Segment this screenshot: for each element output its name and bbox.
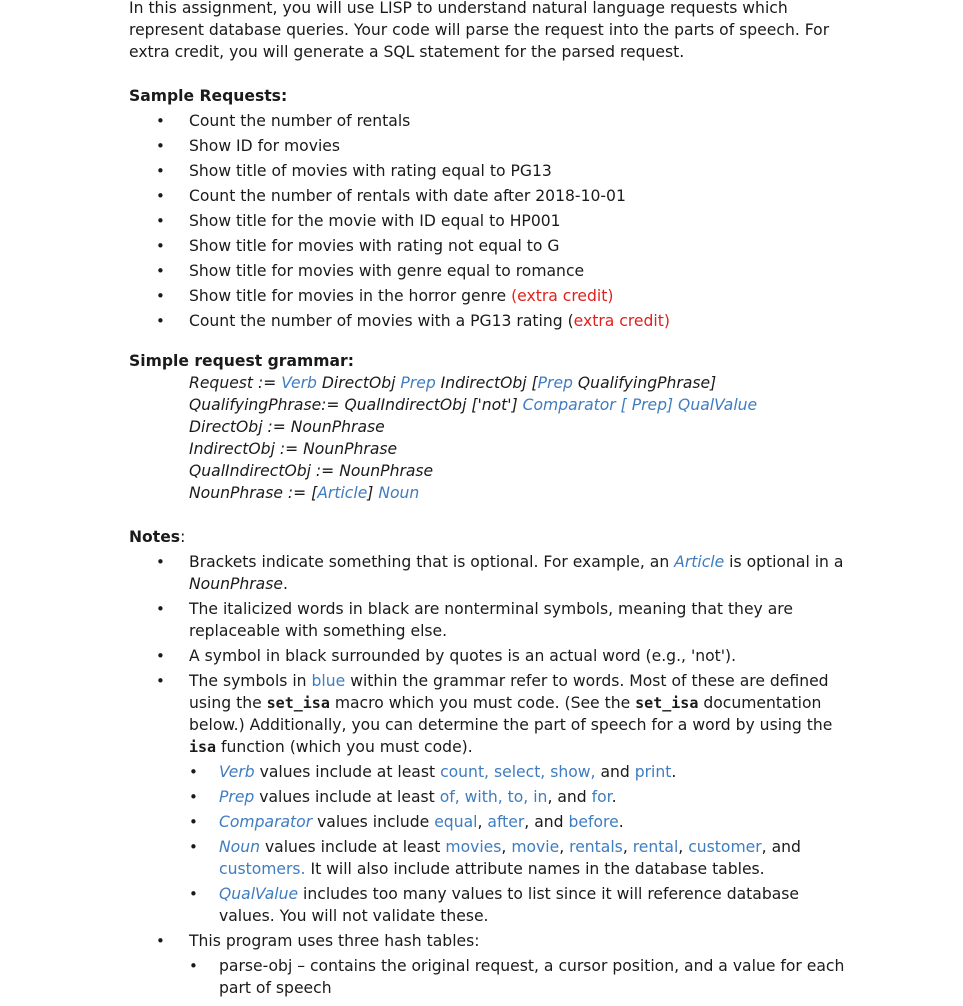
list-item: • QualValue includes too many values to list since it will reference database values. You will not validate these. — [189, 885, 800, 925]
grammar-block — [129, 372, 859, 504]
bullet-icon: • — [156, 112, 165, 130]
hash-table-list — [189, 955, 859, 999]
notes-heading: Notes: — [129, 528, 186, 546]
bullet-icon: • — [156, 137, 165, 155]
grammar-rule-direct-obj: DirectObj := NounPhrase — [189, 418, 385, 436]
list-item: • Count the number of rentals — [156, 112, 411, 130]
list-item: • Comparator values include equal, after, and before. — [189, 813, 624, 831]
bullet-icon: • — [156, 932, 165, 950]
bullet-icon: • — [189, 957, 198, 975]
bullet-icon: • — [189, 885, 198, 903]
bullet-icon: • — [189, 763, 198, 781]
list-item: • parse-obj – contains the original request, a cursor position, and a value for each part of speech — [189, 957, 845, 997]
bullet-icon: • — [189, 838, 198, 856]
bullet-icon: • — [156, 600, 165, 618]
code-set-isa: set_isa — [266, 694, 330, 712]
list-item: • Brackets indicate something that is optional. For example, an Article is optional in a NounPhrase. — [156, 553, 844, 593]
grammar-rule-noun-phrase: NounPhrase := [Article] Noun — [189, 484, 420, 502]
bullet-icon: • — [156, 672, 165, 690]
bullet-icon: • — [156, 553, 165, 571]
grammar-heading: Simple request grammar: — [129, 352, 354, 370]
list-item: • Count the number of rentals with date after 2018-10-01 — [156, 187, 626, 205]
bullet-icon: • — [156, 312, 165, 330]
list-item: • Count the number of movies with a PG13 rating (extra credit) — [156, 312, 670, 330]
extra-credit-label: (extra credit) — [511, 287, 614, 305]
list-item: • Show title for movies with genre equal to romance — [156, 262, 585, 280]
list-item: • This program uses three hash tables: • parse-obj – contains the original request, a cursor position, and a value for each part of speech — [129, 930, 859, 999]
grammar-rule-qual-indirect-obj: QualIndirectObj := NounPhrase — [189, 462, 434, 480]
bullet-icon: • — [156, 237, 165, 255]
notes-list — [129, 551, 859, 999]
bullet-icon: • — [156, 647, 165, 665]
code-set-isa: set_isa — [635, 694, 699, 712]
grammar-rule-indirect-obj: IndirectObj := NounPhrase — [189, 440, 398, 458]
list-item: • Show ID for movies — [156, 137, 341, 155]
bullet-icon: • — [156, 262, 165, 280]
grammar-rule-request: Request := Verb DirectObj Prep IndirectObj [Prep QualifyingPhrase] — [189, 374, 717, 392]
code-isa: isa — [189, 738, 217, 756]
list-item: • Show title for the movie with ID equal to HP001 — [156, 212, 561, 230]
bullet-icon: • — [156, 187, 165, 205]
bullet-icon: • — [156, 287, 165, 305]
list-item: • A symbol in black surrounded by quotes is an actual word (e.g., 'not'). — [156, 647, 737, 665]
bullet-icon: • — [156, 212, 165, 230]
list-item: • Prep values include at least of, with, to, in, and for. — [189, 788, 617, 806]
extra-credit-label: extra credit) — [573, 312, 670, 330]
sample-requests-heading: Sample Requests: — [129, 87, 288, 105]
bullet-icon: • — [189, 813, 198, 831]
list-item: • Show title of movies with rating equal to PG13 — [156, 162, 552, 180]
list-item: • Verb values include at least count, select, show, and print. — [189, 763, 677, 781]
bullet-icon: • — [156, 162, 165, 180]
bullet-icon: • — [189, 788, 198, 806]
list-item: • Noun values include at least movies, movie, rentals, rental, customer, and customers. It will also include attribute names in the database tables. — [189, 838, 801, 878]
list-item: • The symbols in blue within the grammar refer to words. Most of these are defined using the set_isa macro which you must code. (See the set_isa documentation below.) Additionally, you can determine the part of speech for a word by using the isa function (which you must code). • Verb values include at least count, select, show, and print. • Prep values include at least of, with, to, in, and for. • Comparator values include equal, after, and before. • Noun values include at least movies, movie, rentals, rental, customer, and customers. It will also include attribute names in the database tables. • QualValue includes too many values to list since it will reference database values. You will not validate these. — [129, 670, 859, 927]
list-item: • Show title for movies with rating not equal to G — [156, 237, 560, 255]
list-item: • Show title for movies in the horror genre (extra credit) — [156, 287, 614, 305]
word-category-list — [189, 761, 859, 927]
grammar-rule-qualifying-phrase: QualifyingPhrase:= QualIndirectObj ['not'] Comparator [ Prep] QualValue — [189, 396, 758, 414]
sample-requests-list — [129, 110, 859, 332]
list-item: • The italicized words in black are nonterminal symbols, meaning that they are replaceable with something else. — [156, 600, 793, 640]
intro-paragraph: In this assignment, you will use LISP to understand natural language requests which represent database queries. Your code will parse the request into the parts of speech. For extra credit, you will generate a SQL statement for the parsed request. — [129, 0, 830, 61]
